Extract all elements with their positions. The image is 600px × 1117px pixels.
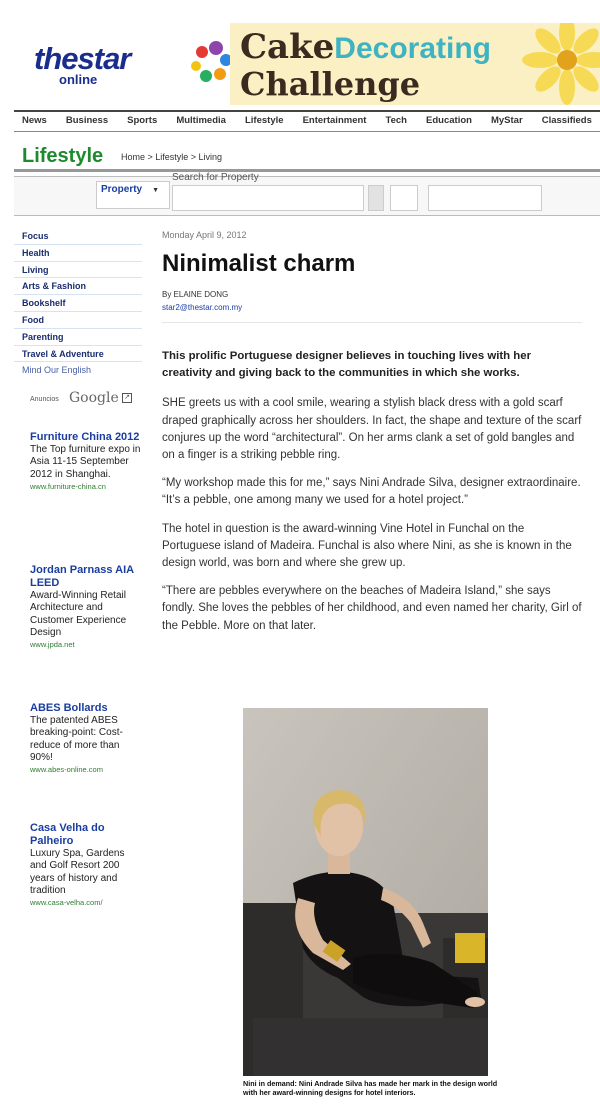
- sidebar-ad[interactable]: [30, 702, 142, 774]
- article-paragraph: “There are pebbles everywhere on the beaches of Madeira Island,” she says fondly. She loves the pebbles of her childhood, and even named her charity, Girl of the Pebble. More on that later.: [162, 585, 582, 632]
- logo-text: thestar: [34, 41, 131, 76]
- ad-title[interactable]: Casa Velha do Palheiro: [30, 822, 105, 847]
- ad-body: Luxury Spa, Gardens and Golf Resort 200 years of history and tradition: [30, 848, 125, 896]
- section-title[interactable]: Lifestyle: [22, 145, 104, 167]
- search-filter-field[interactable]: [428, 185, 542, 211]
- article-date: Monday April 9, 2012: [162, 230, 247, 240]
- article-byline: By ELAINE DONG: [162, 290, 229, 299]
- ad-choices-icon[interactable]: ↗: [122, 393, 132, 403]
- author-email-link[interactable]: star2@thestar.com.my: [162, 303, 243, 312]
- property-select-value: Property: [101, 184, 143, 195]
- sidebar-ad[interactable]: [30, 431, 142, 491]
- logo-subtext: online: [59, 72, 98, 87]
- search-input[interactable]: [172, 185, 364, 211]
- nav-mystar[interactable]: MyStar: [490, 115, 523, 126]
- breadcrumb[interactable]: Home > Lifestyle > Living: [121, 152, 223, 162]
- thestar-logo[interactable]: [34, 38, 214, 94]
- sidebar-item-focus[interactable]: Focus: [14, 228, 142, 245]
- ad-title[interactable]: Jordan Parnass AIA LEED: [30, 564, 134, 589]
- sidebar-item-living[interactable]: Living: [14, 262, 142, 279]
- sidebar-ad[interactable]: [30, 822, 142, 907]
- article-divider: [162, 322, 582, 323]
- nav-divider: [14, 131, 600, 132]
- nav-entertainment[interactable]: Entertainment: [302, 115, 367, 126]
- daisy-icon: [522, 23, 600, 105]
- ad-url[interactable]: www.furniture-china.cn: [30, 481, 106, 491]
- search-filter-box[interactable]: [390, 185, 418, 211]
- article-paragraph: SHE greets us with a cool smile, wearing a stylish black dress with a gold scarf draped graphically across her shoulders. In fact, the shape and texture of the scarf conjures up the word “architectural”. On her arms clank a set of gold bangles and on a finger is a striking pebble ring.: [162, 397, 582, 462]
- ads-prefix: Anuncios: [30, 396, 59, 403]
- sidebar-item-bookshelf[interactable]: Bookshelf: [14, 295, 142, 312]
- sidebar-item-mind-our-english[interactable]: Mind Our English: [22, 365, 92, 376]
- ad-title[interactable]: Furniture China 2012: [30, 431, 140, 443]
- sidebar-item-parenting[interactable]: Parenting: [14, 329, 142, 346]
- nav-lifestyle[interactable]: Lifestyle: [244, 115, 284, 126]
- nav-news[interactable]: News: [22, 115, 47, 126]
- property-select[interactable]: [96, 181, 170, 209]
- ad-body: The Top furniture expo in Asia 11-15 September 2012 in Shanghai.: [30, 444, 141, 480]
- article-body: [162, 348, 582, 646]
- nav-education[interactable]: Education: [426, 115, 472, 126]
- ad-url[interactable]: www.casa-velha.com/: [30, 898, 103, 908]
- ad-url[interactable]: www.jpda.net: [30, 640, 75, 650]
- article-lead: This prolific Portuguese designer believes in touching lives with her creativity and giving back to the communities in which she works.: [162, 350, 532, 380]
- article-paragraph: The hotel in question is the award-winning Vine Hotel in Funchal on the Portuguese island of Madeira. Funchal is also where Nini, as she is known in the design world, was born and where she grew up.: [162, 522, 572, 570]
- dropdown-arrow-icon: ▼: [152, 187, 160, 194]
- cake-decorating-banner[interactable]: [230, 23, 600, 105]
- sidebar-item-travel-adventure[interactable]: Travel & Adventure: [14, 346, 142, 363]
- sidebar-nav: [14, 228, 142, 379]
- banner-line-2: Challenge: [240, 65, 421, 103]
- article-headline: Ninimalist charm: [162, 250, 356, 277]
- search-placeholder-label: Search for Property: [172, 172, 259, 183]
- google-ads-header[interactable]: [30, 390, 140, 408]
- main-nav: [14, 115, 600, 131]
- sidebar-item-health[interactable]: Health: [14, 245, 142, 262]
- sidebar-item-arts-fashion[interactable]: Arts & Fashion: [14, 278, 142, 295]
- nav-business[interactable]: Business: [65, 115, 109, 126]
- ad-title[interactable]: ABES Bollards: [30, 702, 108, 714]
- nav-tech[interactable]: Tech: [385, 115, 407, 126]
- nav-sports[interactable]: Sports: [127, 115, 158, 126]
- sidebar-item-food[interactable]: Food: [14, 312, 142, 329]
- header-divider: [14, 110, 600, 112]
- photo-caption: Nini in demand: Nini Andrade Silva has made her mark in the design world with her award-winning designs for hotel interiors.: [243, 1079, 498, 1097]
- section-divider: [14, 169, 600, 172]
- google-logo: Google: [69, 390, 119, 406]
- article-paragraph: “My workshop made this for me,” says Nini Andrade Silva, designer extraordinaire. “It’s a pebble, one among many we used for a hotel project.”: [162, 477, 581, 507]
- banner-word-cake: Cake: [240, 27, 335, 67]
- search-button[interactable]: [368, 185, 384, 211]
- article-photo: [243, 708, 488, 1076]
- banner-line-1: [240, 27, 491, 67]
- sidebar-ad[interactable]: [30, 564, 142, 649]
- nav-multimedia[interactable]: Multimedia: [176, 115, 226, 126]
- ad-body: The patented ABES breaking-point: Cost-reduce of more than 90%!: [30, 715, 123, 763]
- banner-word-decorating: Decorating: [334, 32, 491, 65]
- ad-url[interactable]: www.abes-online.com: [30, 765, 103, 775]
- ad-body: Award-Winning Retail Architecture and Customer Experience Design: [30, 590, 127, 638]
- nav-classifieds[interactable]: Classifieds: [541, 115, 592, 126]
